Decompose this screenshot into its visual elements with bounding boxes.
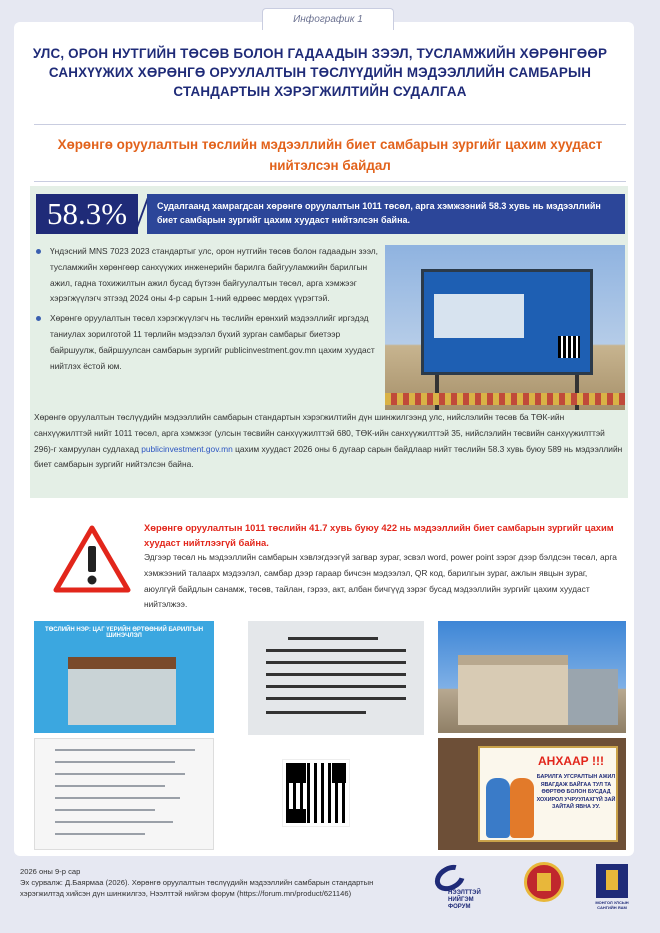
divider [34, 181, 626, 182]
document-line [55, 821, 173, 823]
bullet-list [34, 244, 378, 378]
logo-text: НЭЭЛТТЭЙ НИЙГЭМ ФОРУМ [448, 890, 481, 910]
stat-description: Судалгаанд хамрагдсан хөрөнгө оруулалтын 1011 төсөл, арга хэмжээний 58.3 хувь нь мэдээллийн биет самбарын зургийг цахим хуудаст нийтэлсэн байна. [147, 194, 625, 234]
infographic-tag: Инфографик 1 [262, 8, 394, 30]
word-document-image [34, 738, 214, 850]
handwriting-line [288, 637, 378, 640]
board-render [434, 294, 524, 338]
list-item [34, 311, 378, 374]
info-board-photo [385, 245, 625, 410]
handwriting-line [266, 661, 406, 664]
list-item [34, 244, 378, 307]
bullet-text: Хөрөнгө оруулалтын төсөл хэрэгжүүлэгч нь төслийн ерөнхий мэдээллийг иргэдэд таниулах зорилготой 11 төрлийн мэдээлэл бүхий зурган самбарыг биетээр байршуулж, байршуулсан самбарын зургийг publicinvestment.gov.mn цахим хуудаст нийтлэх ёстой юм. [50, 313, 375, 371]
building [458, 655, 568, 725]
house-render [68, 657, 176, 725]
emblem-logo [524, 862, 564, 902]
ministry-logo [590, 862, 634, 914]
handwritten-note-image [248, 621, 424, 735]
document-line [55, 773, 185, 775]
document-line [55, 797, 180, 799]
divider [34, 124, 626, 125]
handwriting-line [266, 697, 406, 700]
child-figure-icon [486, 778, 510, 838]
sign-title: АНХААР !!! [538, 754, 604, 768]
summary-paragraph [34, 410, 624, 473]
summary-text: Хөрөнгө оруулалтын төслүүдийн мэдээллийн самбарын стандартын хэрэгжилтийн дүн шинжилгээнд улс, нийслэлийн төсөв ба ТӨК-ийн санхүүжилттэй нийт 1011 төсөл, арга хэмжээг (улсын төсвийн санхүүжилттэй 680, ТӨК-ийн санхүүжилттэй 35, нийслэлийн төсвийн санхүүжилттэй 296)-г хамруулан судлахад [34, 412, 605, 454]
building [568, 669, 618, 725]
stat-value: 58.3% [36, 194, 138, 234]
sign-body: БАРИЛГА УГСРАЛТЫН АЖИЛ ЯВАГДАЖ БАЙГАА ТУЛ ТА ӨӨРТӨӨ БОЛОН БУСДАД ХОХИРОЛ УЧРУУЛАХГҮЙ ЗАЙ ЗАЙТАЙ ЯВНА УУ. [536, 774, 616, 810]
document-line [55, 749, 195, 751]
warning-title: Хөрөнгө оруулалтын 1011 төслийн 41.7 хувь буюу 422 нь мэдээллийн биет самбарын зургийг цахим хуудаст нийтлээгүй байна. [144, 522, 614, 548]
document-line [55, 785, 165, 787]
billboard-caption: ТӨСЛИЙН НЭР: ЦАГ ҮЕРИЙН ӨРТӨӨНИЙ БАРИЛГЫН ШИНЭЧЛЭЛ [44, 627, 204, 639]
bullet-dot-icon [36, 249, 41, 254]
footer-source: Эх сурвалж: Д.Баярмаа (2026). Хөрөнгө оруулалтын төслүүдийн мэдээллийн самбарын стандартын хэрэгжилтэд хийсэн дүн шинжилгээ, Нээлттэй нийгэм форум (https://forum.mn/product/621146) [20, 878, 374, 898]
handwriting-line [266, 685, 406, 688]
document-line [55, 761, 175, 763]
document-line [55, 809, 155, 811]
handwriting-line [266, 649, 406, 652]
bullet-text: Үндэсний MNS 7023 2023 стандартыг улс, орон нутгийн төсөв болон гадаадын зээл, тусламжийн хөрөнгөөр санхүүжих инженерийн барилга байгууламжийн барилгын ажил, гадна тохижилтын ажил бусад бүтээн байгуулалтын төсөл, арга хэмжээг хэрэгжүүлэгч этгээд 2024 оны 4-р сарын 1-ний өдрөөс мөрдөх үүрэгтэй. [50, 246, 379, 304]
fence [385, 393, 625, 405]
summary-text-end: цахим хуудаст 2026 оны 6 дугаар сарын байдлаар нийт төслийн 58.3 хувь буюу 589 нь мэдээллийн биет самбарын зургийг нийтэлсэн байна. [34, 443, 623, 470]
page-title: УЛС, ОРОН НУТГИЙН ТӨСӨВ БОЛОН ГАДААДЫН ЗЭЭЛ, ТУСЛАМЖИЙН ХӨРӨНГӨӨР САНХҮҮЖИХ ХӨРӨНГӨ ОРУУЛАЛТЫН ТӨСЛҮҮДИЙН МЭДЭЭЛЛИЙН САМБАРЫН СТАНДАРТЫН ХЭРЭГЖИЛТИЙН СУДАЛГАА [32, 46, 608, 99]
child-figure-icon [510, 778, 534, 838]
handwriting-line [266, 673, 406, 676]
ministry-logo-text: МОНГОЛ УЛСЫН САНГИЙН ЯАМ [595, 900, 629, 910]
qr-code-icon [283, 760, 349, 826]
warning-icon [52, 524, 132, 594]
qr-code-icon [558, 336, 580, 358]
handwriting-line [266, 711, 366, 714]
warning-text: Эдгээр төсөл нь мэдээллийн самбарын хэвлэгдээгүй загвар зураг, эсвэл word, power point зэрэг дээр бэлдсэн төсөл, арга хэмжээний талаарх мэдээлэл, самбар дээр гараар бичсэн мэдээлэл, QR код, барилгын зураг, ажлын явцын зураг, аюулгүй байдлын санамж, төсөв, тайлан, гэрээ, акт, албан бичгүүд зэрэг бусад мэдээллийн зургийг цахим хуудаст нийтэлжээ. [144, 552, 617, 610]
website-link[interactable]: publicinvestment.gov.mn [141, 443, 233, 454]
footer-date: 2026 оны 9-р сар [20, 867, 81, 876]
bullet-dot-icon [36, 316, 41, 321]
document-line [55, 833, 145, 835]
board-panel [421, 269, 593, 375]
billboard-design-image [34, 621, 214, 733]
section-subtitle: Хөрөнгө оруулалтын төслийн мэдээллийн биет самбарын зургийг цахим хуудаст нийтэлсэн байдал [57, 137, 603, 173]
soyombo-icon [606, 870, 618, 890]
open-society-forum-logo [420, 862, 490, 914]
soyombo-icon [537, 873, 551, 891]
footer [20, 866, 400, 899]
safety-sign [478, 746, 618, 842]
construction-site-photo [438, 621, 626, 733]
safety-sign-photo [438, 738, 626, 850]
ministry-emblem [596, 864, 628, 898]
